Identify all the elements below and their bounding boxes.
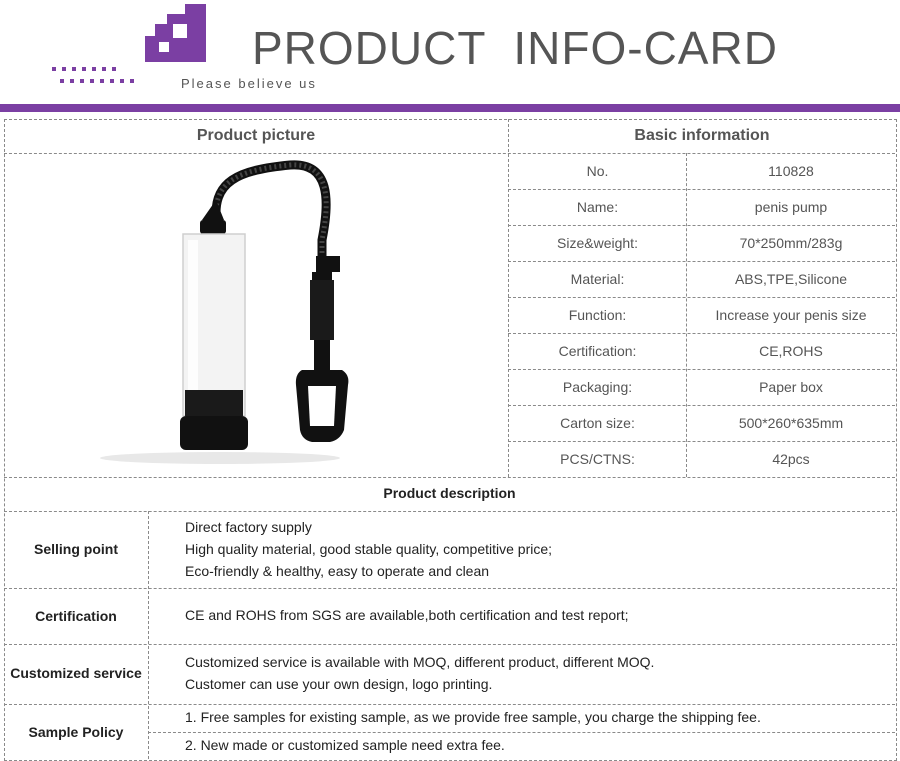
divider: [4, 644, 895, 645]
info-label: Certification:: [558, 343, 637, 359]
divider: [148, 732, 895, 733]
selling-point-text: Eco-friendly & healthy, easy to operate and clean: [185, 563, 490, 579]
info-value: 500*260*635mm: [738, 415, 844, 431]
decorative-dots: [60, 70, 140, 74]
info-row-function: [509, 297, 895, 333]
info-row-material: [509, 261, 895, 297]
info-value: Increase your penis size: [715, 307, 867, 323]
info-label: No.: [586, 163, 609, 179]
info-label: Function:: [568, 307, 627, 323]
info-row-certification: [509, 333, 895, 369]
info-value: Paper box: [759, 379, 823, 395]
product-image: [90, 160, 390, 470]
decorative-dots: [52, 58, 122, 62]
customized-service-label: Customized service: [10, 665, 142, 681]
info-row-name: [509, 189, 895, 225]
info-value: 70*250mm/283g: [739, 235, 843, 251]
brand-logo: [145, 4, 206, 62]
customized-service-text: Customer can use your own design, logo printing.: [185, 676, 493, 692]
divider: [148, 511, 149, 759]
info-label: Material:: [570, 271, 625, 287]
divider: [4, 704, 895, 705]
divider: [4, 477, 895, 478]
info-label: Carton size:: [560, 415, 635, 431]
divider: [4, 588, 895, 589]
info-row-size-weight: [509, 225, 895, 261]
info-value: 110828: [768, 163, 814, 179]
info-label: Size&weight:: [557, 235, 638, 251]
selling-point-text: Direct factory supply: [185, 519, 312, 535]
product-picture-header: Product picture: [196, 127, 316, 144]
sample-policy-label: Sample Policy: [28, 724, 124, 740]
sample-policy-text: 1. Free samples for existing sample, as we provide free sample, you charge the shipping fee.: [185, 709, 761, 725]
info-value: 42pcs: [772, 451, 810, 467]
info-label: PCS/CTNS:: [560, 451, 635, 467]
info-label: Packaging:: [562, 379, 633, 395]
info-value: CE,ROHS: [759, 343, 823, 359]
customized-service-text: Customized service is available with MOQ, different product, different MOQ.: [185, 654, 655, 670]
certification-label: Certification: [35, 608, 117, 624]
basic-info-header: Basic information: [634, 127, 770, 144]
info-row-number: [509, 153, 895, 189]
info-row-packaging: [509, 369, 895, 405]
header-divider: [0, 104, 900, 112]
info-row-pcs-ctns: [509, 441, 895, 477]
selling-point-label: Selling point: [34, 541, 118, 557]
divider: [4, 511, 895, 512]
sample-policy-text: 2. New made or customized sample need extra fee.: [185, 737, 505, 753]
info-value: penis pump: [754, 199, 828, 215]
info-value: ABS,TPE,Silicone: [734, 271, 848, 287]
page-title: PRODUCT INFO-CARD: [252, 22, 778, 74]
selling-point-text: High quality material, good stable quality, competitive price;: [185, 541, 553, 557]
page-subtitle: Please believe us: [181, 76, 317, 91]
info-label: Name:: [576, 199, 619, 215]
product-description-header: Product description: [383, 485, 516, 501]
info-row-carton-size: [509, 405, 895, 441]
certification-text: CE and ROHS from SGS are available,both certification and test report;: [185, 607, 629, 623]
